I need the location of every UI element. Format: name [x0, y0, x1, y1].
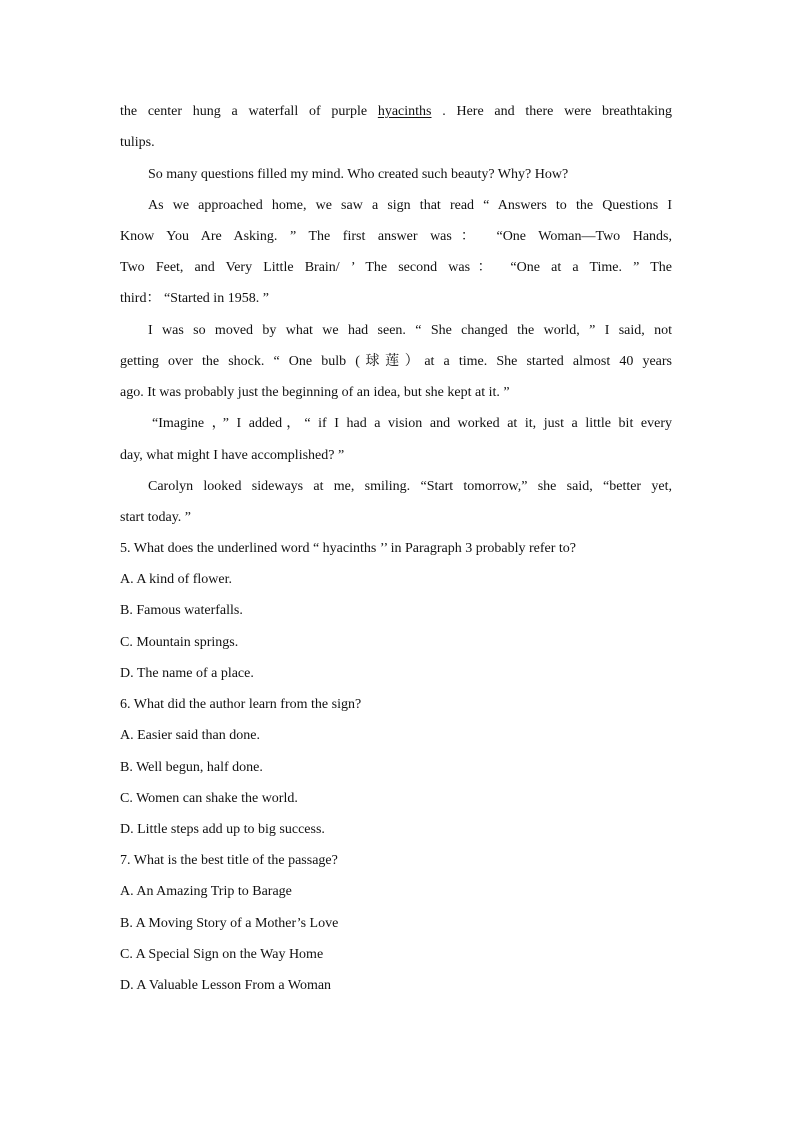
passage-line: [120, 102, 672, 122]
answer-option: A. Easier said than done.: [120, 728, 260, 743]
question-stem: 7. What is the best title of the passage?: [120, 853, 338, 868]
passage-text: the center hung a waterfall of purple: [120, 104, 378, 119]
question-stem: 6. What did the author learn from the sign?: [120, 697, 362, 712]
answer-option: B. Well begun, half done.: [120, 760, 263, 775]
answer-option: B. A Moving Story of a Mother’s Love: [120, 916, 339, 931]
passage-line: As we approached home, we saw a sign that read “ Answers to the Questions I: [148, 198, 672, 213]
passage-line: Know You Are Asking. ” The first answer was： “One Woman—Two Hands,: [120, 229, 672, 244]
passage-line: I was so moved by what we had seen. “ She changed the world, ” I said, not: [148, 323, 672, 338]
passage-line: tulips.: [120, 135, 155, 150]
passage-line: “Imagine ，” I added，“ if I had a vision and worked at it, just a little bit every: [152, 416, 672, 431]
passage-line: So many questions filled my mind. Who created such beauty? Why? How?: [148, 167, 569, 182]
passage-line: start today. ”: [120, 510, 192, 525]
passage-line: third： “Started in 1958. ”: [120, 291, 269, 306]
answer-option: C. Mountain springs.: [120, 635, 239, 650]
answer-option: C. A Special Sign on the Way Home: [120, 947, 324, 962]
passage-line: day, what might I have accomplished? ”: [120, 448, 345, 463]
underlined-word-hyacinths: hyacinths: [377, 104, 432, 119]
answer-option: D. The name of a place.: [120, 666, 254, 681]
answer-option: D. A Valuable Lesson From a Woman: [120, 978, 332, 993]
answer-option: D. Little steps add up to big success.: [120, 822, 325, 837]
answer-option: A. A kind of flower.: [120, 572, 232, 587]
passage-line: Two Feet, and Very Little Brain/ ’ The second was： “One at a Time. ” The: [120, 260, 672, 275]
passage-text: . Here and there were breathtaking: [431, 104, 672, 119]
passage-line: getting over the shock. “ One bulb (球莲）at a time. She started almost 40 years: [120, 354, 672, 369]
answer-option: C. Women can shake the world.: [120, 791, 298, 806]
answer-option: A. An Amazing Trip to Barage: [120, 884, 292, 899]
answer-option: B. Famous waterfalls.: [120, 603, 243, 618]
passage-line: ago. It was probably just the beginning of an idea, but she kept at it. ”: [120, 385, 510, 400]
passage-line: Carolyn looked sideways at me, smiling. “Start tomorrow,” she said, “better yet,: [148, 479, 672, 494]
question-stem: 5. What does the underlined word “ hyacinths ’’ in Paragraph 3 probably refer to?: [120, 541, 577, 556]
